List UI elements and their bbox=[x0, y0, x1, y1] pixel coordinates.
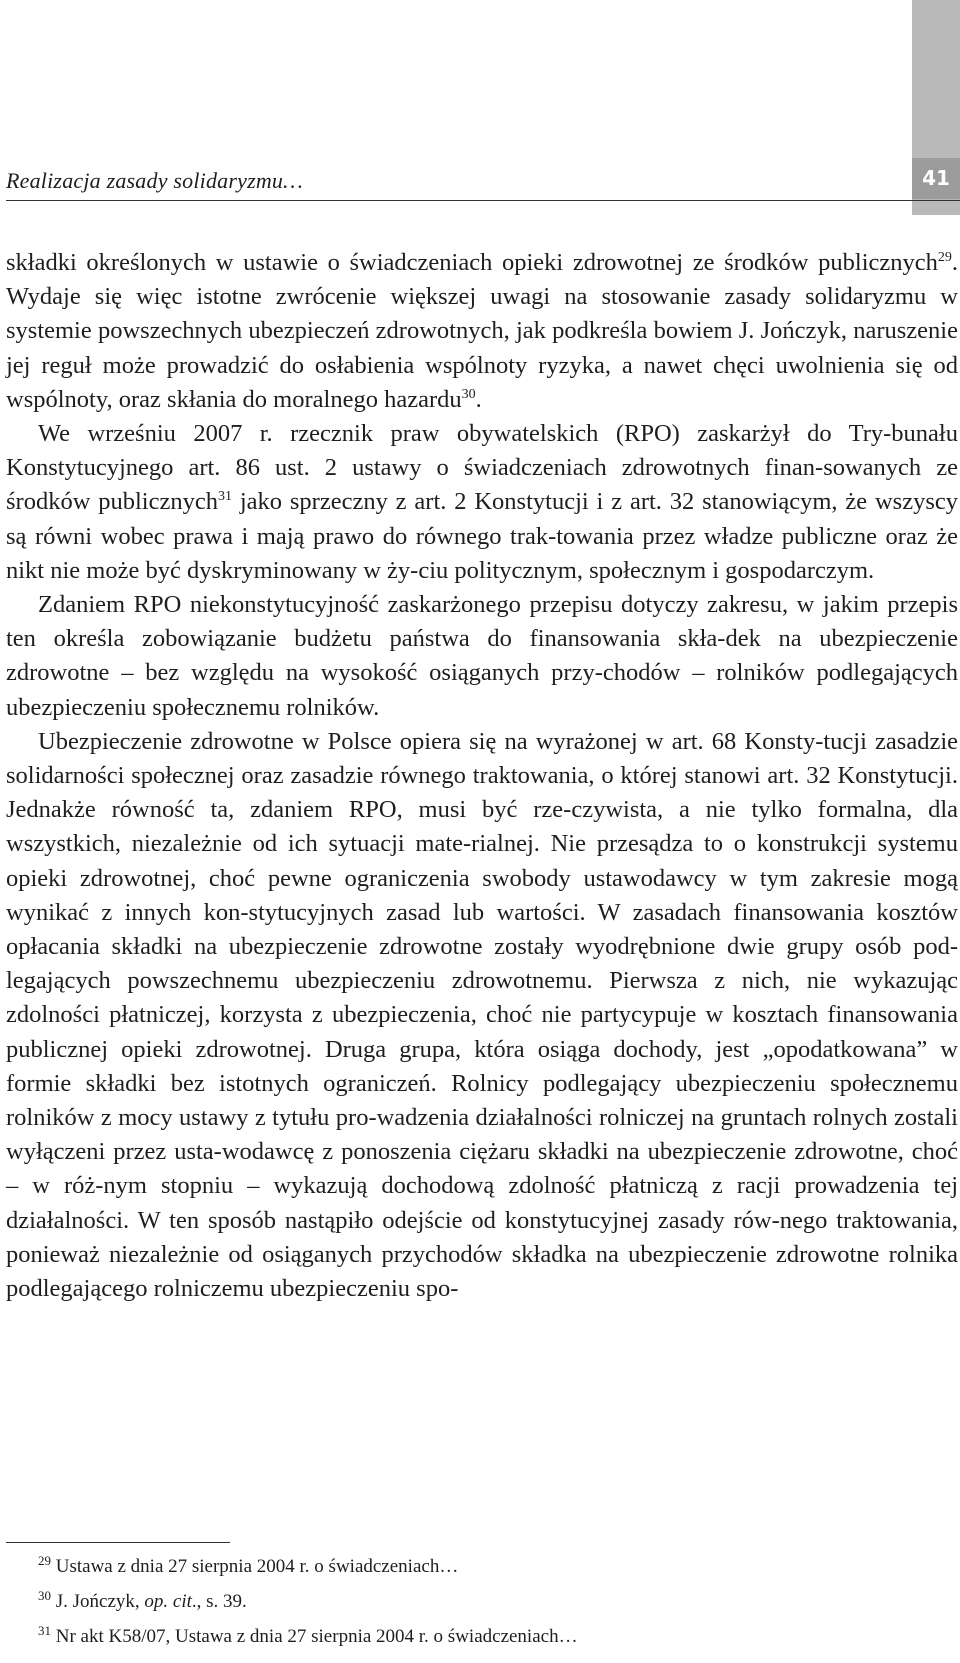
footnote bbox=[38, 1555, 938, 1590]
paragraph: Ubezpieczenie zdrowotne w Polsce opiera się na wyrażonej w art. 68 Konsty-tucji zasadzie solidarności społecznej oraz zasadzie równego traktowania, o której stanowi art. 32 Konstytucji. Jednakże równość ta, zdaniem RPO, musi być rze-czywista, a nie tylko formalna, dla wszystkich, niezależnie od ich sytuacji mate-rialnej. Nie przesądza to o konstrukcji systemu opieki zdrowotnej, choć pewne ograniczenia swobody ustawodawcy w tym zakresie mogą wynikać z innych kon-stytucyjnych zasad lub wartości. W zasadach finansowania kosztów opłacania składki na ubezpieczenie zdrowotne zostały wyodrębnione dwie grupy osób pod-legających powszechnemu ubezpieczeniu zdrowotnemu. Pierwsza z nich, nie wykazując zdolności płatniczej, korzysta z ubezpieczenia, choć nie partycypuje w kosztach finansowania publicznej opieki zdrowotnej. Druga grupa, która osiąga dochody, jest „opodatkowana” w formie składki bez istotnych ograniczeń. Rolnicy podlegający ubezpieczeniu społecznemu rolników z mocy ustawy z tytułu pro-wadzenia działalności rolniczej na gruntach rolnych zostali wyłączeni przez usta-wodawcę z ponoszenia ciężaru składki na ubezpieczenie zdrowotne, choć – w róż-nym stopniu – wykazują dochodową zdolność płatniczą z racji prowadzenia tej działalności. W ten sposób nastąpiło odejście od konstytucyjnej zasady rów-nego traktowania, ponieważ niezależnie od osiąganych przychodów składka na ubezpieczenie zdrowotne rolnika podlegającego rolniczemu ubezpieczeniu spo- bbox=[6, 727, 958, 1303]
footnote-ref: 31 bbox=[217, 489, 232, 505]
footnote bbox=[38, 1590, 938, 1625]
text-run: . Wydaje się więc istotne zwrócenie większej uwagi na stosowanie zasady solidaryzmu w systemie powszechnych ubezpieczeń zdrowotnych, jak podkreśla bowiem J. Jończyk, naruszenie jej reguł może prowadzić do osłabienia wspólnoty ryzyka, a nawet chęci uwolnienia się od wspólnoty, oraz skłania do moralnego hazardu bbox=[6, 249, 958, 413]
text-run: We wrześniu 2007 r. rzecznik praw obywatelskich (RPO) zaskarżył do Try-bunału Konstytucyjnego art. 86 ust. 2 ustawy o świadczeniach zdrowotnych finan-sowanych ze środków publicznych bbox=[6, 420, 958, 516]
main-text bbox=[6, 246, 958, 1306]
page-header bbox=[6, 158, 960, 201]
paragraph bbox=[6, 246, 958, 417]
footnote-number: 29 bbox=[38, 1553, 51, 1568]
footnote-ref: 30 bbox=[461, 386, 476, 402]
footnote-number: 31 bbox=[38, 1623, 51, 1638]
page-number: 41 bbox=[912, 158, 960, 199]
footnote-separator bbox=[6, 1542, 230, 1543]
paragraph bbox=[6, 417, 958, 588]
footnote-ref: 29 bbox=[937, 250, 952, 265]
footnote bbox=[38, 1625, 938, 1660]
footnote-italic: op. cit bbox=[144, 1591, 192, 1612]
text-run: składki określonych w ustawie o świadczeniach opieki zdrowotnej ze środków publicznych bbox=[6, 249, 938, 276]
footnote-text: ., s. 39. bbox=[191, 1591, 247, 1612]
footnote-text: Ustawa z dnia 27 sierpnia 2004 r. o świadczeniach… bbox=[55, 1556, 459, 1577]
running-title: Realizacja zasady solidaryzmu… bbox=[6, 168, 303, 193]
footnote-number: 30 bbox=[38, 1588, 51, 1603]
text-run: jako sprzeczny z art. 2 Konstytucji i z art. 32 stanowiącym, że wszyscy są równi wobec prawa i mają prawo do równego trak-towania przez władze publiczne oraz że nikt nie może być dyskryminowany w ży-ciu politycznym, społecznym i gospodarczym. bbox=[6, 488, 958, 584]
footnote-text: Nr akt K58/07, Ustawa z dnia 27 sierpnia 2004 r. o świadczeniach… bbox=[55, 1626, 578, 1647]
footnote-text: J. Jończyk, bbox=[55, 1591, 145, 1612]
text-run: . bbox=[475, 385, 482, 413]
paragraph: Zdaniem RPO niekonstytucyjność zaskarżonego przepisu dotyczy zakresu, w jakim przepis ten określa zobowiązanie budżetu państwa do finansowania skła-dek na ubezpieczenie zdrowotne – bez względu na wysokość osiąganych przy-chodów – rolników podlegających ubezpieczeniu społecznemu rolników. bbox=[6, 591, 958, 721]
footnotes bbox=[38, 1555, 938, 1660]
